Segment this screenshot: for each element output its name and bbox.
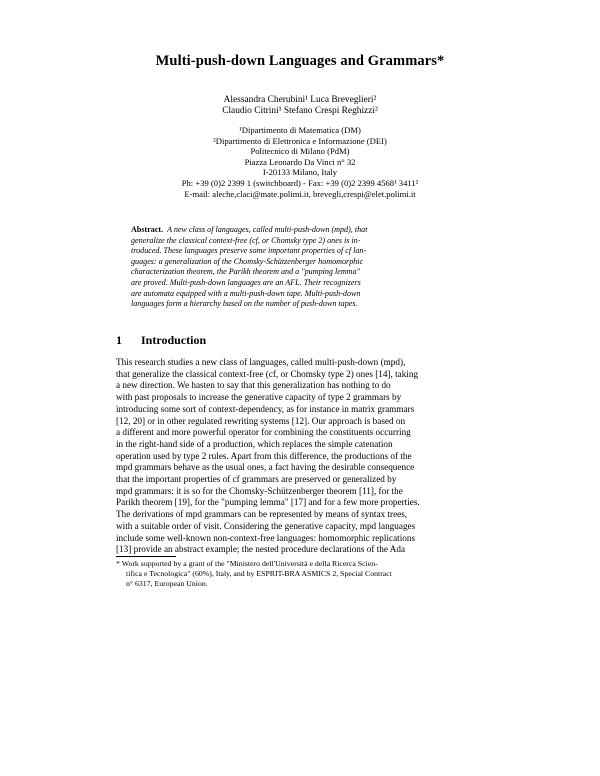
body-line: that generalize the classical context-free (cf, or Chomsky type 2) ones [14], taking	[116, 368, 419, 379]
footnote-line: * Work supported by a grant of the "Ministero dell'Università e della Ricerca Scien-	[116, 559, 378, 568]
body-line: Parikh theorem [19], for the "pumping lemma" [17] and for a few more properties.	[116, 497, 420, 508]
body-line: include some well-known non-context-free languages: homomorphic replications	[116, 532, 416, 543]
footnote-line: n° 6317, European Union.	[126, 578, 208, 588]
abstract-label: Abstract.	[131, 225, 164, 234]
affiliation-line: Piazza Leonardo Da Vinci n° 32	[244, 156, 356, 167]
email-line: E-mail: aleche,claci@mate.polimi.it, brevegli,crespi@elet.polimi.it	[184, 188, 416, 199]
body-line: operation used by type 2 rules. Apart from this difference, the productions of the	[116, 450, 412, 461]
body-line: This research studies a new class of languages, called multi-push-down (mpd),	[116, 357, 406, 367]
body-line: in the right-hand side of a production, which replaces the simple catenation	[116, 438, 393, 449]
abstract-line: are automata equipped with a multi-push-down tape. Multi-push-down	[131, 288, 361, 298]
body-line: mpd grammars: it is so for the Chomsky-Schützenberger theorem [11], for the	[116, 485, 403, 496]
footnote-divider	[116, 556, 176, 557]
footnote	[116, 559, 487, 588]
contact-line: Ph: +39 (0)2 2399 1 (switchboard) - Fax: +39 (0)2 2399 4568¹ 3411²	[181, 177, 419, 188]
body-line: a different and more powerful operator for combining the constituents occurring	[116, 427, 411, 438]
paper-title: Multi-push-down Languages and Grammars*	[155, 53, 445, 69]
abstract-line	[131, 225, 470, 236]
body-line: a new direction. We hasten to say that this generalization has nothing to do	[116, 380, 391, 391]
body-line: The derivations of mpd grammars can be represented by means of syntax trees,	[116, 509, 408, 520]
abstract	[131, 225, 470, 310]
author-line: Claudio Citrini¹ Stefano Crespi Reghizzi²	[222, 106, 378, 116]
abstract-line: guages: a generalization of the Chomsky-Schützenberger homomorphic	[131, 256, 364, 266]
author-list	[0, 95, 600, 117]
affiliation-line: I-20133 Milano, Italy	[262, 167, 338, 178]
abstract-line: troduced. These languages preserve some important properties of cf lan-	[131, 246, 367, 256]
body-line: [12, 20] or in other regulated rewriting systems [12]. Our approach is based on	[116, 415, 406, 426]
body-line: that the important properties of cf grammars are preserved or generalized by	[116, 474, 397, 485]
body-line: introducing some sort of context-dependency, as for instance in matrix grammars	[116, 403, 415, 414]
abstract-line: generalize the classical context-free (cf, or Chomsky type 2) ones is in-	[131, 235, 361, 245]
affiliation-line: ²Dipartimento di Elettronica e Informazione (DEI)	[213, 135, 387, 146]
body-line: with a suitable order of visit. Considering the generative capacity, mpd languages	[116, 520, 416, 531]
section-title: Introduction	[141, 333, 207, 347]
footnote-line: tifica e Tecnologica" (60%), Italy, and by ESPRIT-BRA ASMICS 2, Special Contract	[126, 568, 392, 578]
affiliation-line: ¹Dipartimento di Matematica (DM)	[239, 125, 361, 135]
section-heading	[116, 333, 206, 348]
body-line: with past proposals to increase the generative capacity of type 2 grammars by	[116, 392, 402, 403]
author-line: Alessandra Cherubini¹ Luca Breveglieri²	[223, 95, 377, 105]
abstract-line: languages form a hierarchy based on the number of push-down tapes.	[131, 299, 358, 309]
abstract-line: characterization theorem, the Parikh theorem and a "pumping lemma"	[131, 267, 360, 277]
section-body	[116, 357, 487, 556]
affiliation-block	[0, 125, 600, 199]
affiliation-line: Politecnico di Milano (PdM)	[250, 146, 350, 157]
abstract-line: are proved. Multi-push-down languages are an AFL. Their recognizers	[131, 277, 361, 287]
body-line: [13] provide an abstract example; the nested procedure declarations of the Ada	[116, 544, 406, 555]
section-number: 1	[116, 333, 122, 347]
abstract-text: A new class of languages, called multi-push-down (mpd), that	[167, 225, 368, 234]
body-line: mpd grammars behave as the usual ones, a fact having the desirable consequence	[116, 462, 415, 473]
